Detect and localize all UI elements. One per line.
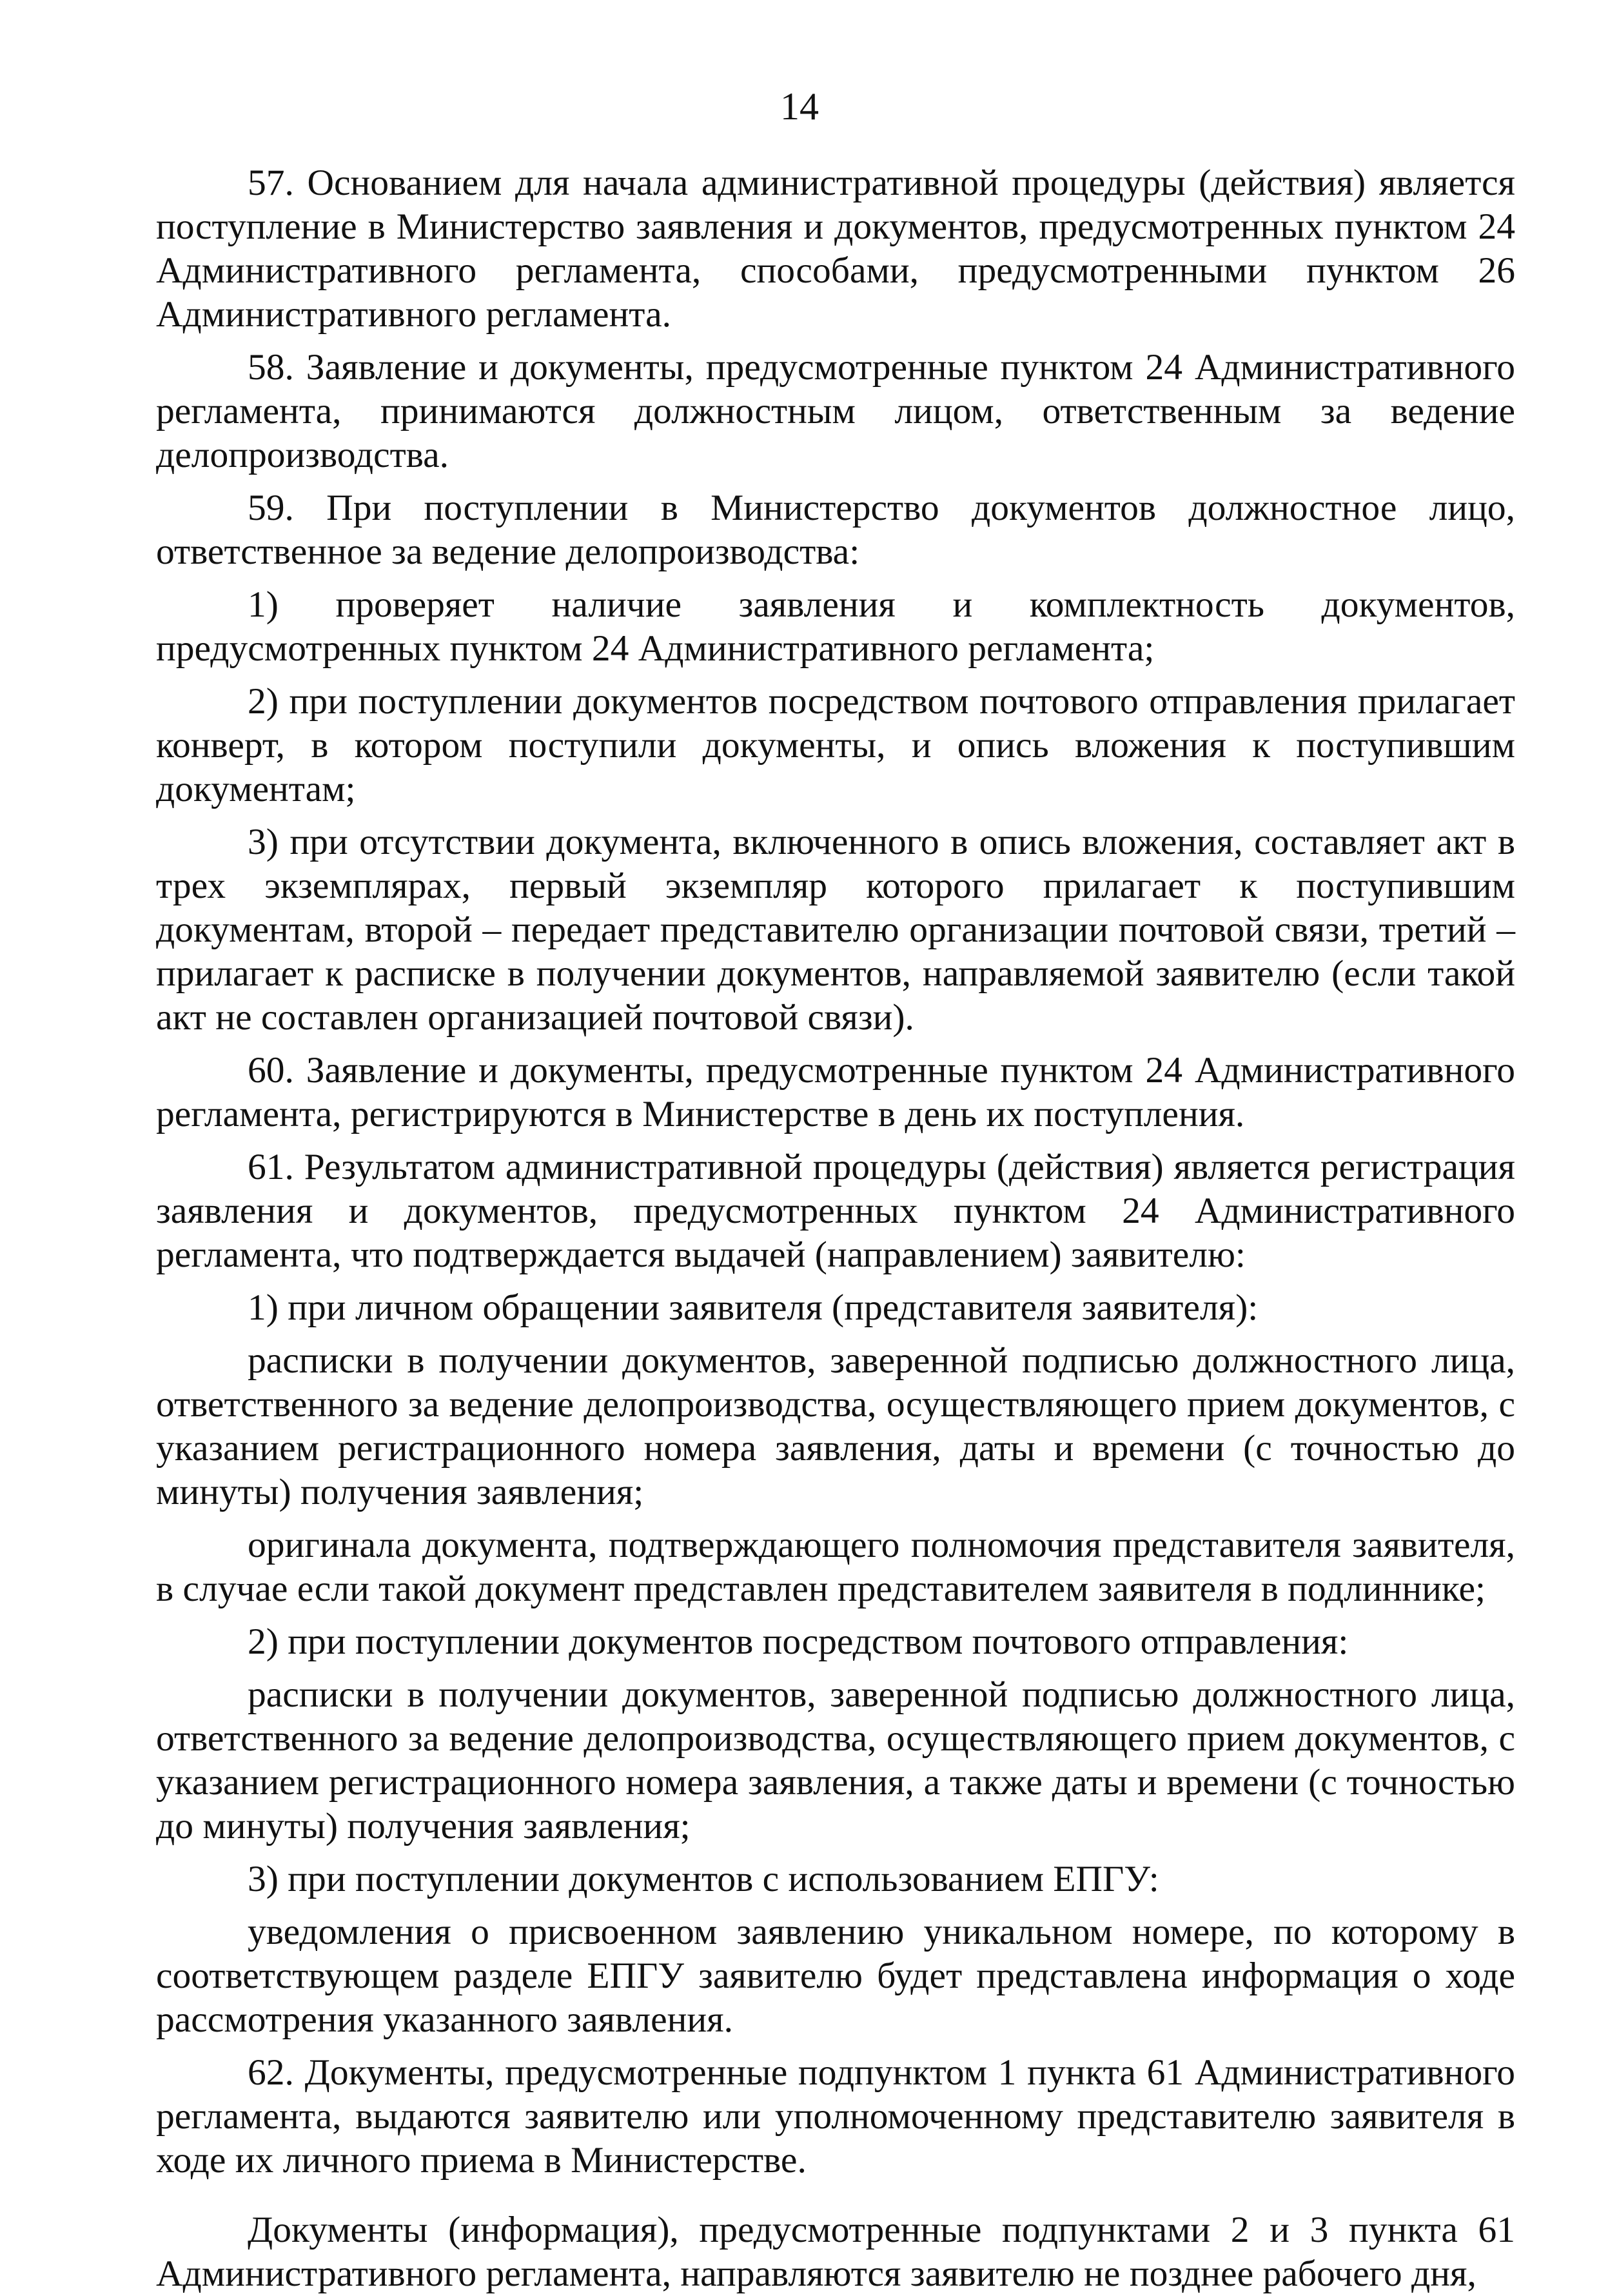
paragraph-62-continued: Документы (информация), предусмотренные подпунктами 2 и 3 пункта 61 Административного регламента, направляются заявителю не позднее рабочего дня,: [156, 2210, 1515, 2294]
paragraph-62: 62. Документы, предусмотренные подпунктом 1 пункта 61 Административного регламента, выдаются заявителю или уполномоченному представителю заявителя в ходе их личного приема в Министерстве.: [156, 2052, 1515, 2181]
paragraph-61: 61. Результатом административной процедуры (действия) является регистрация заявления и документов, предусмотренных пунктом 24 Административного регламента, что подтверждается выдачей (направлением) заявителю:: [156, 1147, 1515, 1275]
paragraph-61-item-1-original: оригинала документа, подтверждающего полномочия представителя заявителя, в случае если такой документ представлен представителем заявителя в подлиннике;: [156, 1525, 1515, 1609]
paragraph-61-item-3: 3) при поступлении документов с использованием ЕПГУ:: [248, 1859, 1159, 1899]
paragraph-61-item-1-receipt: расписки в получении документов, заверенной подписью должностного лица, ответственного за ведение делопроизводства, осуществляющего прием документов, с указанием регистрационного номера заявления, даты и времени (с точностью до минуты) получения заявления;: [156, 1340, 1515, 1512]
paragraph-58: 58. Заявление и документы, предусмотренные пунктом 24 Административного регламента, принимаются должностным лицом, ответственным за ведение делопроизводства.: [156, 347, 1515, 475]
paragraph-59-item-2: 2) при поступлении документов посредством почтового отправления прилагает конверт, в котором поступили документы, и опись вложения к поступившим документам;: [156, 681, 1515, 809]
paragraph-59-item-3: 3) при отсутствии документа, включенного в опись вложения, составляет акт в трех экземплярах, первый экземпляр которого прилагает к поступившим документам, второй – передает представителю организации почтовой связи, третий – прилагает к расписке в получении документов, направляемой заявителю (если такой акт не составлен организацией почтовой связи).: [156, 822, 1515, 1038]
paragraph-60: 60. Заявление и документы, предусмотренные пунктом 24 Административного регламента, регистрируются в Министерстве в день их поступления.: [156, 1050, 1515, 1134]
paragraph-57: 57. Основанием для начала административной процедуры (действия) является поступление в Министерство заявления и документов, предусмотренных пунктом 24 Административного регламента, способами, предусмотренными пунктом 26 Административного регламента.: [156, 163, 1515, 335]
paragraph-61-item-1: 1) при личном обращении заявителя (представителя заявителя):: [248, 1287, 1259, 1328]
paragraph-61-item-2-receipt: расписки в получении документов, заверенной подписью должностного лица, ответственного за ведение делопроизводства, осуществляющего прием документов, с указанием регистрационного номера заявления, а также даты и времени (с точностью до минуты) получения заявления;: [156, 1674, 1515, 1846]
page-number: 14: [780, 85, 819, 128]
paragraph-61-item-2: 2) при поступлении документов посредством почтового отправления:: [248, 1621, 1349, 1662]
document-body: [156, 161, 1515, 2296]
paragraph-61-item-3-notice: уведомления о присвоенном заявлению уникальном номере, по которому в соответствующем разделе ЕПГУ заявителю будет представлена информация о ходе рассмотрения указанного заявления.: [156, 1912, 1515, 2040]
paragraph-59-item-1: 1) проверяет наличие заявления и комплектность документов, предусмотренных пунктом 24 Административного регламента;: [156, 584, 1515, 669]
paragraph-59: 59. При поступлении в Министерство документов должностное лицо, ответственное за ведение делопроизводства:: [156, 488, 1515, 572]
